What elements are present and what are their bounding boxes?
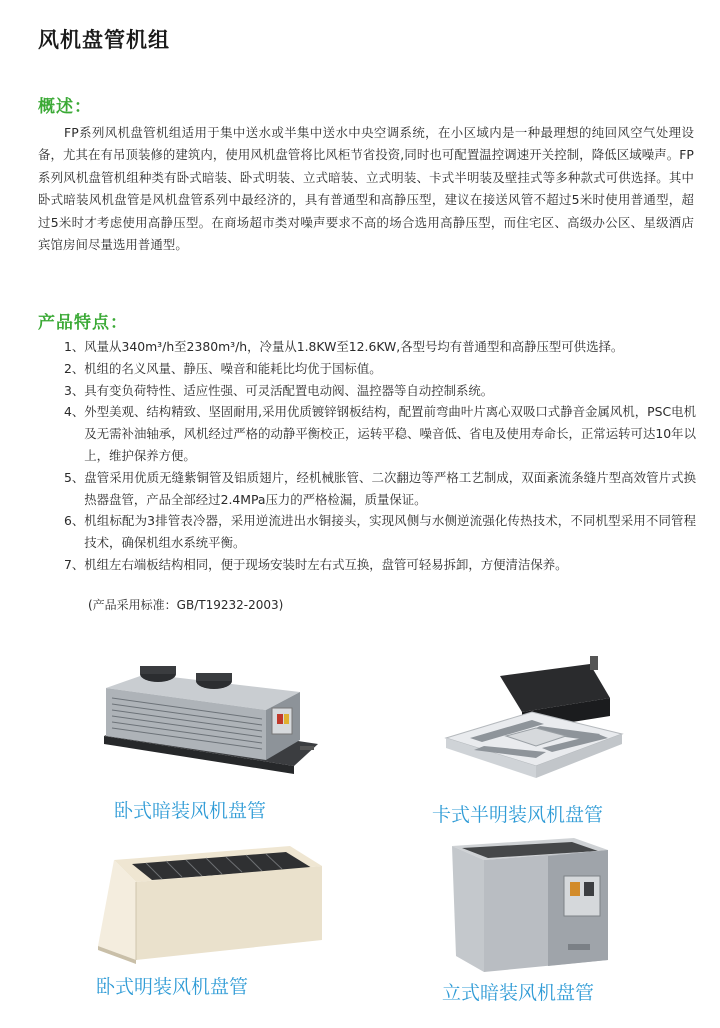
feature-text: 机组的名义风量、静压、噪音和能耗比均优于国标值。 [84,360,382,376]
feature-item [64,358,696,380]
feature-item [64,554,696,576]
product-image-cassette [440,656,630,788]
feature-item [64,510,696,554]
product-standard-note: (产品采用标准：GB/T19232-2003) [88,598,284,612]
product-image-vertical-concealed [444,836,616,976]
feature-item [64,467,696,511]
feature-number: 2、 [64,360,85,376]
feature-number: 6、 [64,513,85,529]
product-image-horizontal-concealed [86,648,326,788]
overview-paragraph: FP系列风机盘管机组适用于集中送水或半集中送水中央空调系统，在小区域内是一种最理想的纯回风空气处理设备，尤其在有吊顶装修的建筑内，使用风机盘管将比风柜节省投资,同时也可配置温控调速开关控制，降低区域噪声。FP系列风机盘管机组种类有卧式暗装、卧式明装、立式暗装、立式明装、卡式半明装及壁挂式等多种款式可供选择。其中卧式暗装风机盘管是风机盘管系列中最经济的，具有普通型和高静压型，建议在接送风管不超过5米时使用普通型，超过5米时才考虑使用高静压型。在商场超市类对噪声要求不高的场合选用高静压型，而住宅区、高级办公区、星级酒店宾馆房间尽量选用普通型。 [38,125,694,253]
feature-number: 3、 [64,382,85,398]
feature-text: 风量从340m³/h至2380m³/h，冷量从1.8KW至12.6KW,各型号均有普通型和高静压型可供选择。 [84,339,624,354]
feature-item [64,401,696,466]
horizontal-concealed-unit-icon [86,648,326,788]
feature-number: 5、 [64,469,85,485]
feature-number: 1、 [64,339,85,354]
product-caption: 卡式半明装风机盘管 [432,804,604,826]
overview-heading: 概述： [38,97,92,117]
feature-item [64,336,696,358]
feature-text: 机组左右端板结构相同，便于现场安装时左右式互换，盘管可轻易拆卸，方便清洁保养。 [84,556,568,572]
vertical-concealed-unit-icon [444,836,616,976]
features-list [64,336,696,576]
feature-number: 4、 [64,404,85,420]
cassette-unit-icon [440,656,630,788]
feature-text: 外型美观、结构精致、坚固耐用,采用优质镀锌钢板结构，配置前弯曲叶片离心双吸口式静音金属风机，PSC电机及无需补油轴承，风机经过严格的动静平衡校正，运转平稳、噪音低、省电及使用寿命长，正常运转可达10年以上，维护保养方便。 [84,404,696,463]
feature-text: 机组标配为3排管表冷器，采用逆流进出水铜接头，实现风侧与水侧逆流强化传热技术，不同机型采用不同管程技术，确保机组水系统平衡。 [84,513,696,551]
feature-text: 具有变负荷特性、适应性强、可灵活配置电动阀、温控器等自动控制系统。 [84,382,494,398]
features-heading: 产品特点： [38,313,128,333]
horizontal-exposed-unit-icon [90,842,330,966]
page-title: 风机盘管机组 [38,28,170,52]
feature-number: 7、 [64,556,85,572]
feature-item [64,380,696,402]
product-caption: 卧式明装风机盘管 [96,976,249,998]
product-image-horizontal-exposed [90,842,330,966]
product-caption: 立式暗装风机盘管 [442,982,595,1004]
feature-text: 盘管采用优质无缝紫铜管及铝质翅片，经机械胀管、二次翻边等严格工艺制成，双面紊流条缝片型高效管片式换热器盘管，产品全部经过2.4MPa压力的严格检漏，质量保证。 [84,469,696,507]
product-caption: 卧式暗装风机盘管 [114,800,267,822]
